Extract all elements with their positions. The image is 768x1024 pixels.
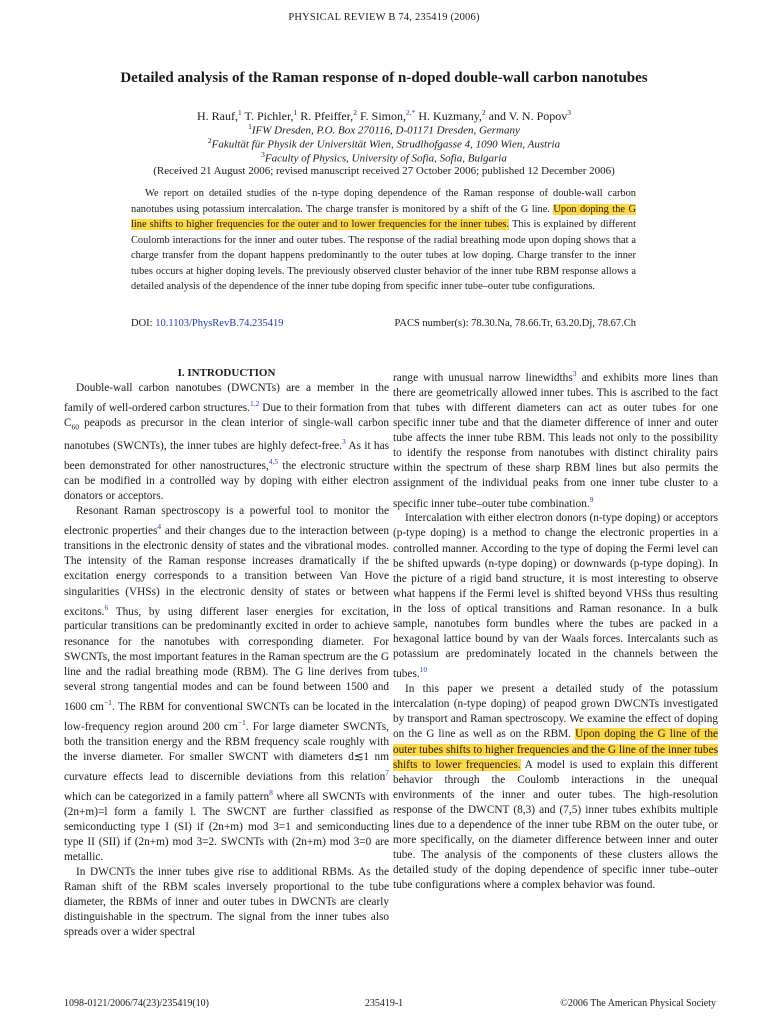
text: Double-wall carbon nanotubes (DWCNTs) are a member in the family of well-ordered carbon structures. [64, 382, 389, 414]
author: H. Rauf, [197, 109, 238, 123]
affiliation-text: Fakultät für Physik der Universität Wien, Strudlhofgasse 4, 1090 Wien, Austria [211, 138, 561, 151]
citation-link[interactable]: 6 [104, 602, 109, 612]
citation-link[interactable]: 4 [157, 522, 162, 532]
citation-link[interactable]: 7 [385, 767, 389, 777]
text: In DWCNTs the inner tubes give rise to additional RBMs. As the Raman shift of the RBM scales inversely proportional to the tube diameter, the RBMs of inner and outer tubes in DWCNTs are clearly distinguishable in the spectrum. The signal from the inner tubes also spreads over a wider spectral [64, 865, 389, 939]
author: R. Pfeiffer, [297, 109, 354, 123]
text: and exhibits more lines than there are geometrically allowed inner tubes. This is ascribed to the fact that tubes with different diameters can act as outer tubes for one specific inner tube and that the diameter difference of inner and outer tube affects the inner tube RBM. This leads not only to the possibility to identify the response from nanotubes with distinct chirality pairs within the spectrum of these sharp RBM lines but also permits the assignment of the individual peaks from one inner tube cluster to a specific inner tube–outer tube combination. [393, 371, 718, 510]
paper-title: Detailed analysis of the Raman response of n-doped double-wall carbon nanotubes [120, 70, 648, 86]
author-affil-mark: 2 [481, 108, 486, 117]
received-dates: (Received 21 August 2006; revised manuscript received 27 October 2006; published 12 December 2006) [153, 165, 615, 177]
pacs-numbers: PACS number(s): 78.30.Na, 78.66.Tr, 63.20.Dj, 78.67.Ch [394, 318, 636, 329]
text: and their changes due to the interaction between transitions in the electronic density of states and the vibrational modes. The intensity of the Raman response increases dramatically if the excitation energy corresponds to a transition between Van Hove singularities (VHSs) in the electronic density of states or between excitons. [64, 525, 389, 618]
author-affil-mark[interactable]: 2,* [406, 108, 416, 117]
page-number: 235419-1 [364, 998, 404, 1009]
doi-line [131, 318, 283, 329]
author-affil-mark: 3 [567, 108, 571, 117]
abstract [131, 186, 636, 295]
highlighted-text: Upon doping the G line of the outer tubes shifts to higher frequencies and the G line of the inner tubes shifts to lower frequencies. [393, 728, 718, 771]
affil-mark: 2 [207, 136, 212, 145]
subscript: 60 [71, 422, 80, 432]
citation-link[interactable]: 3 [572, 369, 577, 378]
superscript: −1 [103, 697, 112, 707]
paragraph [393, 366, 718, 511]
text: . For large diameter SWCNTs, both the transition energy and the RBM frequency scale roughly with the inverse diameter. For smaller SWCNT with diameters d≲1 nm curvature effects lead to discernible deviations from this relation [64, 720, 389, 783]
text: peapods as precursor in the clean interior of single-wall carbon nanotubes (SWCNTs), the inner tubes are highly defect-free. [64, 417, 389, 453]
text: As it has been demonstrated for other nanostructures, [64, 440, 389, 473]
text: which can be categorized in a family pattern [64, 790, 270, 803]
author: F. Simon, [356, 109, 406, 123]
affil-mark: 3 [261, 150, 265, 159]
paragraph [64, 381, 389, 504]
affiliation-3 [60, 148, 708, 166]
text: . The RBM for conventional SWCNTs can be located in the low-frequency region around 200 cm [64, 700, 389, 733]
affil-mark: 1 [248, 122, 252, 131]
text: Thus, by using different laser energies for excitation, particular transitions can be predominantly excited in order to achieve resonance for the nanotubes with corresponding diameter. For SWCNTs, the most important features in the Raman spectrum are the G line and the radial breathing mode (RBM). The G line derives from several strong tangential modes and can be found between 1500 and 1600 cm [64, 605, 389, 713]
text: A model is used to explain this different behavior through the Coulomb interactions in the unequal environments of the inner and outer tubes. The high-resolution response of the DWCNT (8,3) and (7,5) inner tubes exhibits multiple lines due to a dependence of the inner tube RBM on the outer tube, or more specifically, on the diameter difference between inner and outer tube. The analysis of the components of these clusters allows the detailed study of the doping dependence of specific inner tube–outer tube configurations where a complex behavior was found. [393, 758, 718, 892]
journal-header: PHYSICAL REVIEW B 74, 235419 (2006) [288, 12, 480, 23]
text: range with unusual narrow linewidths [393, 371, 573, 384]
text: Resonant Raman spectroscopy is a powerful tool to monitor the electronic properties [64, 505, 389, 538]
citation-link[interactable]: 1,2 [249, 399, 260, 409]
paragraph [393, 511, 718, 682]
author-affil-mark: 1 [238, 108, 242, 117]
text: Due to their formation from C [64, 401, 389, 430]
citation-link[interactable]: 10 [419, 665, 428, 675]
superscript: −1 [237, 717, 246, 727]
doi-label: DOI: [131, 318, 156, 329]
citation-link[interactable]: 9 [589, 494, 594, 504]
paragraph [64, 865, 389, 940]
paragraph [64, 504, 389, 865]
abstract-text: This is explained by different Coulomb interactions for the inner and outer tubes. The response of the radial breathing mode upon doping shows that a charge transfer from the dopant happens predominantly to the outer tubes at low doping. Charge transfer to the inner tubes occurs at higher doping levels. The previously observed cluster behavior of the inner tube RBM response allows a detailed analysis of the dependence of the inner tube doping from specific inner tube–outer tube configurations. [131, 219, 636, 292]
text: In this paper we present a detailed study of the potassium intercalation (n-type doping) of peapod grown DWCNTs investigated by transport and Raman spectroscopy. We examine the effect of doping on the G line as well as on the RBM. [393, 683, 718, 741]
column-right [393, 366, 718, 893]
text: Intercalation with either electron donors (n-type doping) or acceptors (p-type doping) is a method to change the electronic properties in a controlled manner. According to the type of doping the Fermi level can be shifted upwards (n-type doping) or downwards (p-type doping). In the picture of a rigid band structure, it is most interesting to observe what happens if the Fermi level is shifted beyond VHSs thus resulting in the loss of optical transitions and Raman resonance. In a bulk sample, nanotubes form bundles where the tubes are packed in a hexagonal lattice bound by van der Waals forces. Intercalants such as potassium are predominately located in the channels between the tubes. [393, 512, 718, 681]
author: and V. N. Popov [485, 109, 568, 123]
author: H. Kuzmany, [415, 109, 482, 123]
copyright: ©2006 The American Physical Society [560, 998, 716, 1009]
column-left [64, 366, 389, 940]
affiliation-text: IFW Dresden, P.O. Box 270116, D-01171 Dresden, Germany [251, 124, 520, 137]
author: T. Pichler, [241, 109, 294, 123]
author-affil-mark: 1 [293, 108, 298, 117]
footer-code: 1098-0121/2006/74(23)/235419(10) [64, 998, 209, 1009]
abstract-text: We report on detailed studies of the n-type doping dependence of the Raman response of double-wall carbon nanotubes using potassium intercalation. The charge transfer is monitored by a shift of the G line. [131, 188, 636, 215]
citation-link[interactable]: 4,5 [268, 457, 279, 467]
affiliation-text: Faculty of Physics, University of Sofia, Sofia, Bulgaria [264, 152, 507, 165]
citation-link[interactable]: 3 [341, 437, 346, 447]
section-heading: I. INTRODUCTION [177, 367, 276, 379]
text: where all SWCNTs with (2n+m)=l form a family l. The SWCNT are further classified as semiconducting type I (SI) if (2n+m) mod 3=1 and semiconducting type II (SII) if (2n+m) mod 3=2. SWCNTs with (2n+m) mod 3=0 are metallic. [64, 790, 389, 863]
paragraph [393, 682, 718, 893]
author-affil-mark: 2 [353, 108, 357, 117]
citation-link[interactable]: 8 [269, 787, 273, 797]
abstract-highlight: Upon doping the G line shifts to higher frequencies for the outer and to lower frequencies for the inner tubes. [131, 203, 636, 230]
doi-link[interactable]: 10.1103/PhysRevB.74.235419 [155, 318, 284, 329]
text: the electronic structure can be modified in a controlled way by doping with either electron donators or acceptors. [64, 460, 389, 503]
